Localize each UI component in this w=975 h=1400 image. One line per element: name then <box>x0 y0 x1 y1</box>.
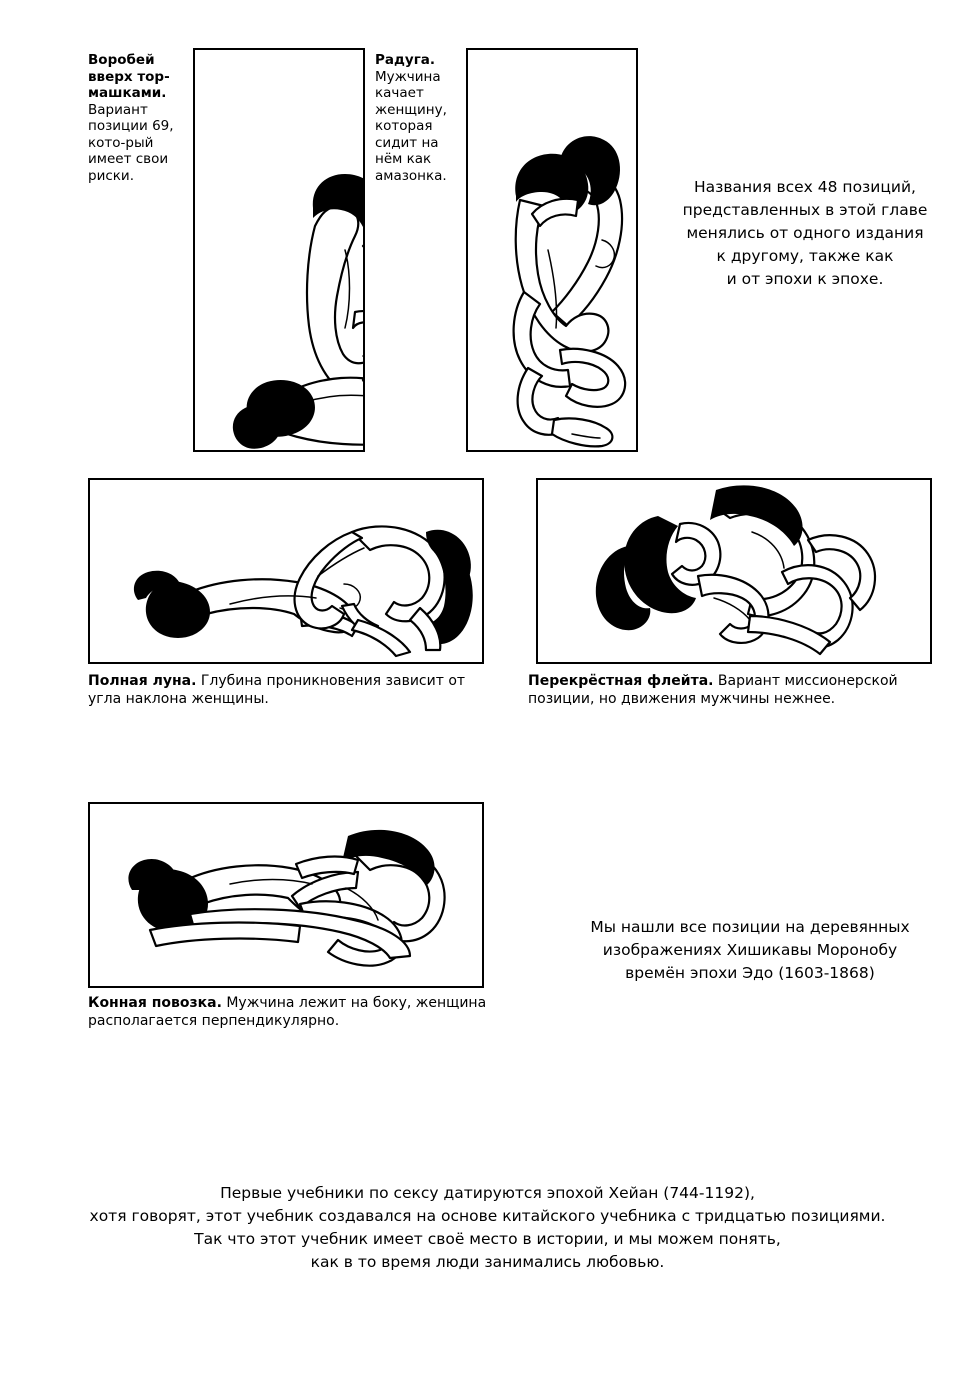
caption-rainbow <box>375 52 463 184</box>
caption-rainbow-body: Мужчина качает женщину, которая сидит на нём как амазонка. <box>375 68 447 184</box>
note-top-line-5: и от эпохи к эпохе. <box>726 270 884 288</box>
note-top-line-4: к другому, также как <box>716 247 894 265</box>
illustration-horse-cart <box>88 802 484 988</box>
note-middle <box>540 916 960 985</box>
illustration-cross-flute <box>536 478 932 664</box>
caption-sparrow <box>88 52 188 184</box>
caption-full-moon <box>88 672 478 708</box>
cross-flute-drawing <box>538 480 930 662</box>
caption-horse-cart <box>88 994 488 1030</box>
illustration-rainbow <box>466 48 638 452</box>
illustration-full-moon <box>88 478 484 664</box>
caption-horse-cart-title: Конная повозка. <box>88 995 222 1011</box>
note-bottom-line-4: как в то время люди занимались любовью. <box>310 1253 665 1271</box>
horse-cart-drawing <box>90 804 482 986</box>
note-bottom-line-3: Так что этот учебник имеет своё место в истории, и мы можем понять, <box>194 1230 781 1248</box>
rainbow-drawing <box>468 50 636 450</box>
sparrow-drawing <box>195 50 363 450</box>
caption-full-moon-body: Глубина проникновения зависит от угла наклона женщины. <box>88 673 466 707</box>
note-middle-line-2: изображениях Хишикавы Моронобу <box>602 941 898 959</box>
caption-cross-flute-title: Перекрёстная флейта. <box>528 673 714 689</box>
note-bottom <box>0 1182 975 1274</box>
note-bottom-line-1: Первые учебники по сексу датируются эпохой Хейан (744-1192), <box>220 1184 755 1202</box>
note-middle-line-1: Мы нашли все позиции на деревянных <box>590 918 910 936</box>
caption-sparrow-body: Вариант позиции 69, кото-рый имеет свои риски. <box>88 101 174 184</box>
caption-full-moon-title: Полная луна. <box>88 673 197 689</box>
note-bottom-line-2: хотя говорят, этот учебник создавался на основе китайского учебника с тридцатью позициями. <box>89 1207 886 1225</box>
caption-cross-flute <box>528 672 928 708</box>
caption-horse-cart-body: Мужчина лежит на боку, женщина располагается перпендикулярно. <box>88 995 487 1029</box>
note-top-line-3: менялись от одного издания <box>686 224 924 242</box>
full-moon-drawing <box>90 480 482 662</box>
note-middle-line-3: времён эпохи Эдо (1603-1868) <box>625 964 875 982</box>
note-top <box>645 176 965 291</box>
note-top-line-1: Названия всех 48 позиций, <box>694 178 916 196</box>
note-top-line-2: представленных в этой главе <box>682 201 928 219</box>
illustration-sparrow <box>193 48 365 452</box>
caption-sparrow-title: Воробей вверх тор-машками. <box>88 52 170 101</box>
caption-rainbow-title: Радуга. <box>375 52 435 68</box>
caption-cross-flute-body: Вариант миссионерской позиции, но движения мужчины нежнее. <box>528 673 898 707</box>
